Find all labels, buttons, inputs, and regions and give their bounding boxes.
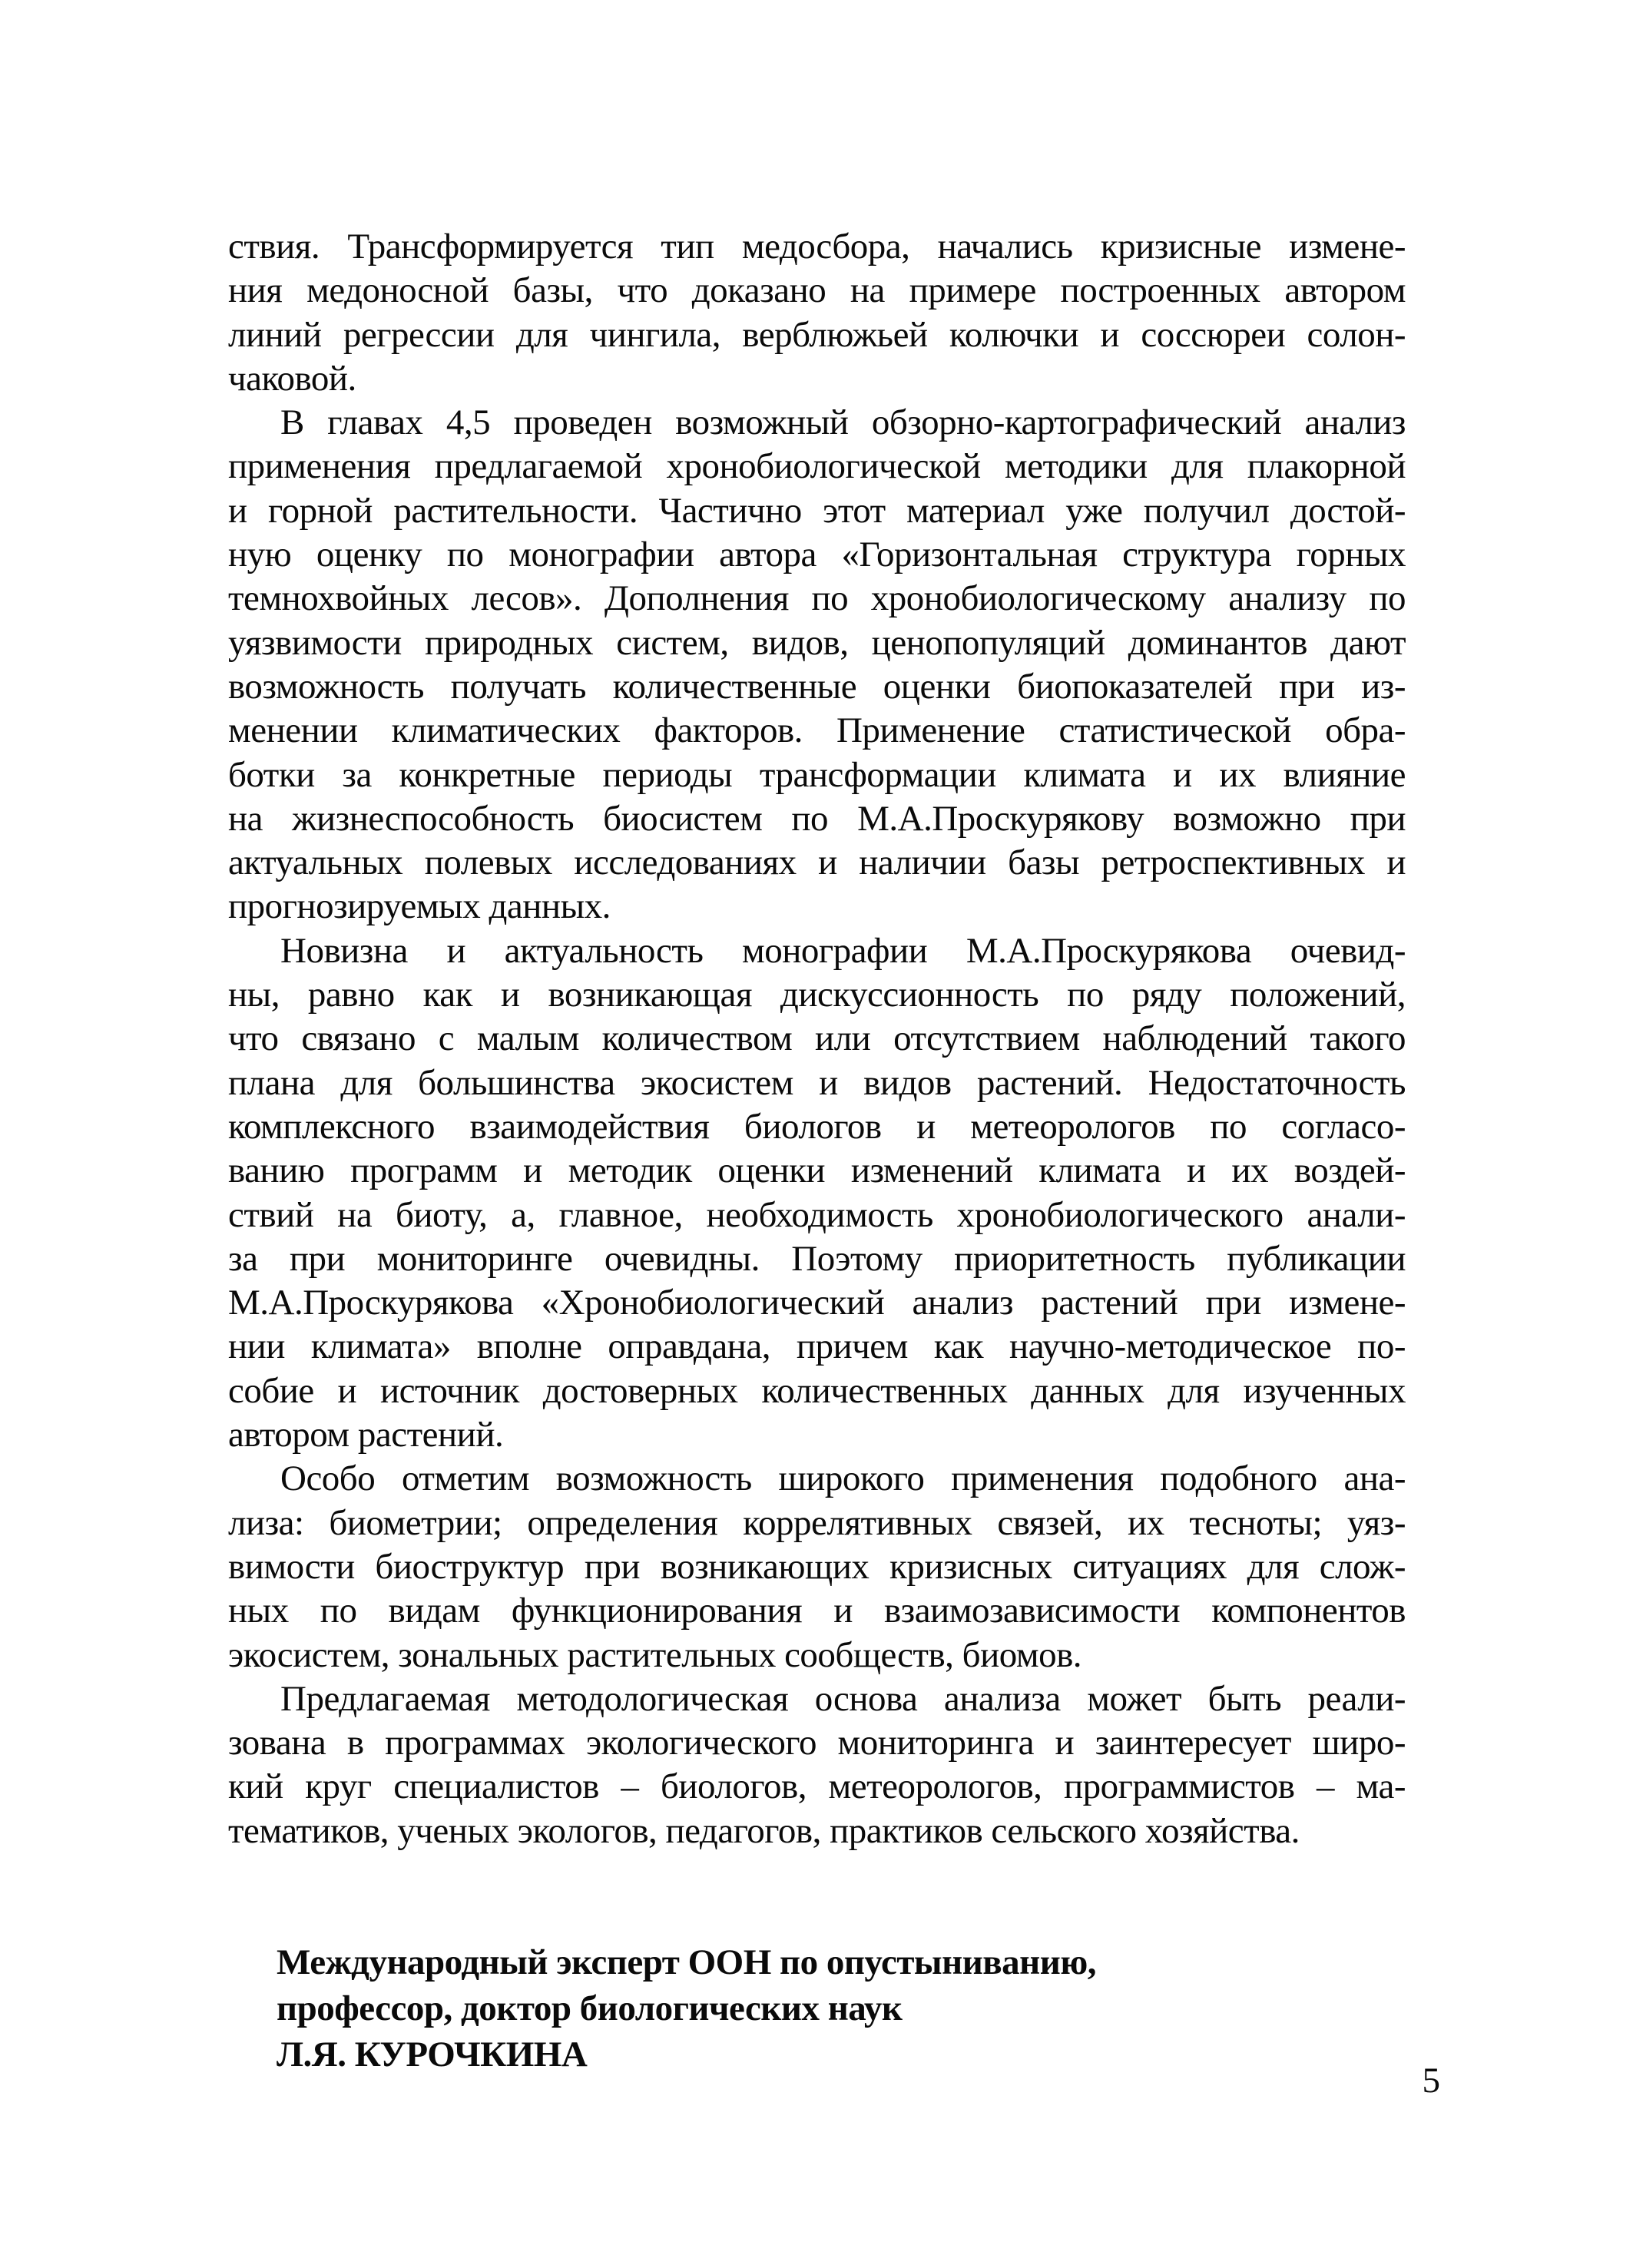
text-line: на жизнеспособность биосистем по М.А.Проскурякову возможно при — [228, 798, 1406, 839]
text-line: прогнозируемых данных. — [228, 886, 611, 927]
signature-block — [277, 1939, 1406, 2078]
text-line: за при мониторинге очевидны. Поэтому приоритетность публикации — [228, 1238, 1406, 1279]
text-line: Особо отметим возможность широкого применения подобного ана- — [280, 1458, 1406, 1499]
text-line: вимости биоструктур при возникающих кризисных ситуациях для слож- — [228, 1546, 1406, 1587]
text-line: Новизна и актуальность монографии М.А.Проскурякова очевид- — [280, 930, 1406, 971]
text-line: собие и источник достоверных количественных данных для изученных — [228, 1370, 1406, 1411]
text-line: ных по видам функционирования и взаимозависимости компонентов — [228, 1591, 1406, 1631]
text-line: тематиков, ученых экологов, педагогов, практиков сельского хозяйства. — [228, 1810, 1300, 1851]
paragraph — [228, 225, 1406, 401]
text-line: экосистем, зональных растительных сообществ, биомов. — [228, 1634, 1082, 1675]
text-line: кий круг специалистов – биологов, метеорологов, программистов – ма- — [228, 1766, 1406, 1807]
body-text — [228, 225, 1406, 2078]
paragraph — [228, 401, 1406, 929]
paragraph — [228, 1457, 1406, 1677]
text-line: ствия. Трансформируется тип медосбора, начались кризисные измене- — [228, 227, 1406, 267]
text-line: ную оценку по монографии автора «Горизонтальная структура горных — [228, 535, 1406, 575]
paragraph — [228, 929, 1406, 1458]
text-line: лиза: биометрии; определения коррелятивных связей, их тесноты; уяз- — [228, 1502, 1406, 1543]
text-line: уязвимости природных систем, видов, ценопопуляций доминантов дают — [228, 622, 1406, 663]
text-line: ботки за конкретные периоды трансформации климата и их влияние — [228, 754, 1406, 795]
text-line: менении климатических факторов. Применение статистической обра- — [228, 710, 1406, 751]
text-line: линий регрессии для чингила, верблюжьей колючки и соссюреи солон- — [228, 314, 1406, 355]
text-line: темнохвойных лесов». Дополнения по хронобиологическому анализу по — [228, 578, 1406, 619]
text-line: автором растений. — [228, 1415, 504, 1455]
text-line: плана для большинства экосистем и видов растений. Недостаточность — [228, 1062, 1406, 1103]
text-line: применения предлагаемой хронобиологической методики для плакорной — [228, 446, 1406, 487]
text-line: ны, равно как и возникающая дискуссионность по ряду положений, — [228, 975, 1406, 1015]
text-line: Предлагаемая методологическая основа анализа может быть реали- — [280, 1678, 1406, 1719]
signature-line: Л.Я. КУРОЧКИНА — [277, 2034, 588, 2074]
text-line: что связано с малым количеством или отсутствием наблюдений такого — [228, 1018, 1406, 1059]
text-line: комплексного взаимодействия биологов и метеорологов по согласо- — [228, 1106, 1406, 1147]
text-line: ствий на биоту, а, главное, необходимость хронобиологического анали- — [228, 1194, 1406, 1235]
signature-line: профессор, доктор биологических наук — [277, 1988, 903, 2028]
text-line: ванию программ и методик оценки изменений климата и их воздей- — [228, 1151, 1406, 1191]
text-line: М.А.Проскурякова «Хронобиологический анализ растений при измене- — [228, 1283, 1406, 1323]
text-line: В главах 4,5 проведен возможный обзорно-картографический анализ — [280, 402, 1406, 443]
text-line: ния медоносной базы, что доказано на примере построенных автором — [228, 270, 1406, 311]
text-line: зована в программах экологического мониторинга и заинтересует широ- — [228, 1723, 1406, 1763]
signature-line: Международный эксперт ООН по опустыниванию, — [277, 1942, 1096, 1982]
page-number: 5 — [1422, 2061, 1440, 2101]
paragraphs-container — [228, 225, 1406, 1853]
text-line: чаковой. — [228, 358, 356, 399]
text-line: нии климата» вполне оправдана, причем как научно-методическое по- — [228, 1326, 1406, 1367]
text-line: актуальных полевых исследованиях и наличии базы ретроспективных и — [228, 843, 1406, 883]
paragraph — [228, 1677, 1406, 1853]
text-line: и горной растительности. Частично этот материал уже получил достой- — [228, 490, 1406, 531]
text-line: возможность получать количественные оценки биопоказателей при из- — [228, 666, 1406, 707]
